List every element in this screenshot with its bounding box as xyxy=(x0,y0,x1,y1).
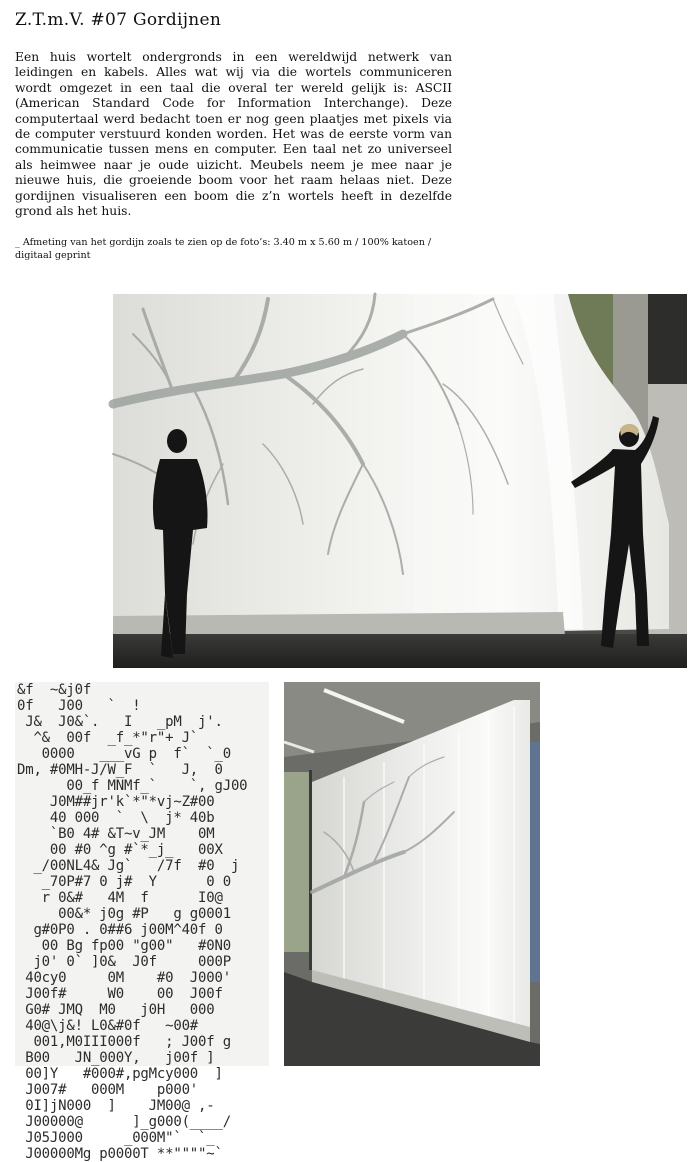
photo-curtain-women-image xyxy=(113,294,687,668)
ascii-line: 0I]jN000 ] JM00@ ,- xyxy=(17,1098,215,1114)
ascii-line: J00000@ ]_g000(____/ xyxy=(17,1114,231,1130)
ascii-line: 40@\j&! L0&#0f ~00# xyxy=(17,1018,199,1034)
dimensions-caption: _ Afmeting van het gordijn zoals te zien op de foto’s: 3.40 m x 5.60 m / 100% katoen / digitaal geprint xyxy=(15,237,432,261)
ascii-line: 00_f MNMf_` `, gJ00 xyxy=(17,778,248,794)
ascii-line: 00&* j0g #P g g0001 xyxy=(17,906,231,922)
ascii-line: 40 000 ` \ j* 40b xyxy=(17,810,215,826)
ascii-line: J007# 000M p000' xyxy=(17,1082,199,1098)
photo-ascii-detail xyxy=(15,682,269,1162)
ascii-line: J05J000 _000M"` `_ xyxy=(17,1130,215,1146)
photo-curtain-room xyxy=(284,682,540,1066)
intro-paragraph: Een huis wortelt ondergronds in een wereldwijd netwerk van leidingen en kabels. Alles wat wij via die wortels communiceren wordt omgezet in een taal die overal ter wereld gelijk is: ASCII (American Standard Code for Information Interchange). Deze computertaal werd bedacht toen er nog geen plaatjes met pixels via de computer verstuurd konden worden. Het was de eerste vorm van communicatie tussen mens en computer. Een taal net zo universeel als heimwee naar je oude uizicht. Meubels neem je mee naar je nieuwe huis, die groeiende boom voor het raam helaas niet. Deze gordijnen visualiseren een boom die z’n wortels heeft in dezelfde grond als het huis. xyxy=(15,50,452,219)
ascii-line: 00 Bg fp00 "g00" #0N0 xyxy=(17,938,231,954)
ascii-line: &f ~&j0f xyxy=(17,682,92,698)
ascii-line: 0f J00 ` ! xyxy=(17,698,141,714)
page-title: Z.T.m.V. #07 Gordijnen xyxy=(15,10,222,30)
ascii-line: g#0P0 . 0##6 j00M^40f 0 xyxy=(17,922,223,938)
ascii-line: J00000Mg p0000T **""""~` xyxy=(17,1146,223,1162)
ascii-line: B00 JN_000Y, j00f ] xyxy=(17,1050,215,1066)
ascii-line: r 0&# 4M f I0@ xyxy=(17,890,223,906)
photo-curtain-room-image xyxy=(284,682,540,1066)
ascii-line: 00 #0 ^g #`*_j_ 00X xyxy=(17,842,223,858)
ascii-line: ^& 00f _f_*"r"+ J` xyxy=(17,730,199,746)
ascii-line: `B0 4# &T~v_JM 0M xyxy=(17,826,215,842)
ascii-line: J0M##jr'k`*"*vj~Z#00 xyxy=(17,794,223,810)
ascii-line: 0000 ___vG p f` `_0 xyxy=(17,746,231,762)
ascii-line: J00f# W0 00 J00f xyxy=(17,986,223,1002)
ascii-line: 001,M0III000f ; J00f g xyxy=(17,1034,231,1050)
photo-curtain-women xyxy=(113,294,687,668)
ascii-text-pattern xyxy=(15,682,271,1162)
ascii-line: Dm, #0MH-J/W_F ` J, 0 xyxy=(17,762,223,778)
ascii-line: _70P#7 0 j# Y 0 0 xyxy=(17,874,231,890)
ascii-line: 00]Y #000#,pgMcy000 ] xyxy=(17,1066,223,1082)
ascii-line: j0' 0` ]0& J0f 000P xyxy=(17,954,231,970)
ascii-line: J& J0&`. I _pM j'. xyxy=(17,714,223,730)
ascii-line: G0# JMQ M0 j0H 000 xyxy=(17,1002,215,1018)
ascii-line: _/00NL4& Jg` /7f #0 j xyxy=(17,858,240,874)
ascii-line: 40cy0 0M #0 J000' xyxy=(17,970,231,986)
